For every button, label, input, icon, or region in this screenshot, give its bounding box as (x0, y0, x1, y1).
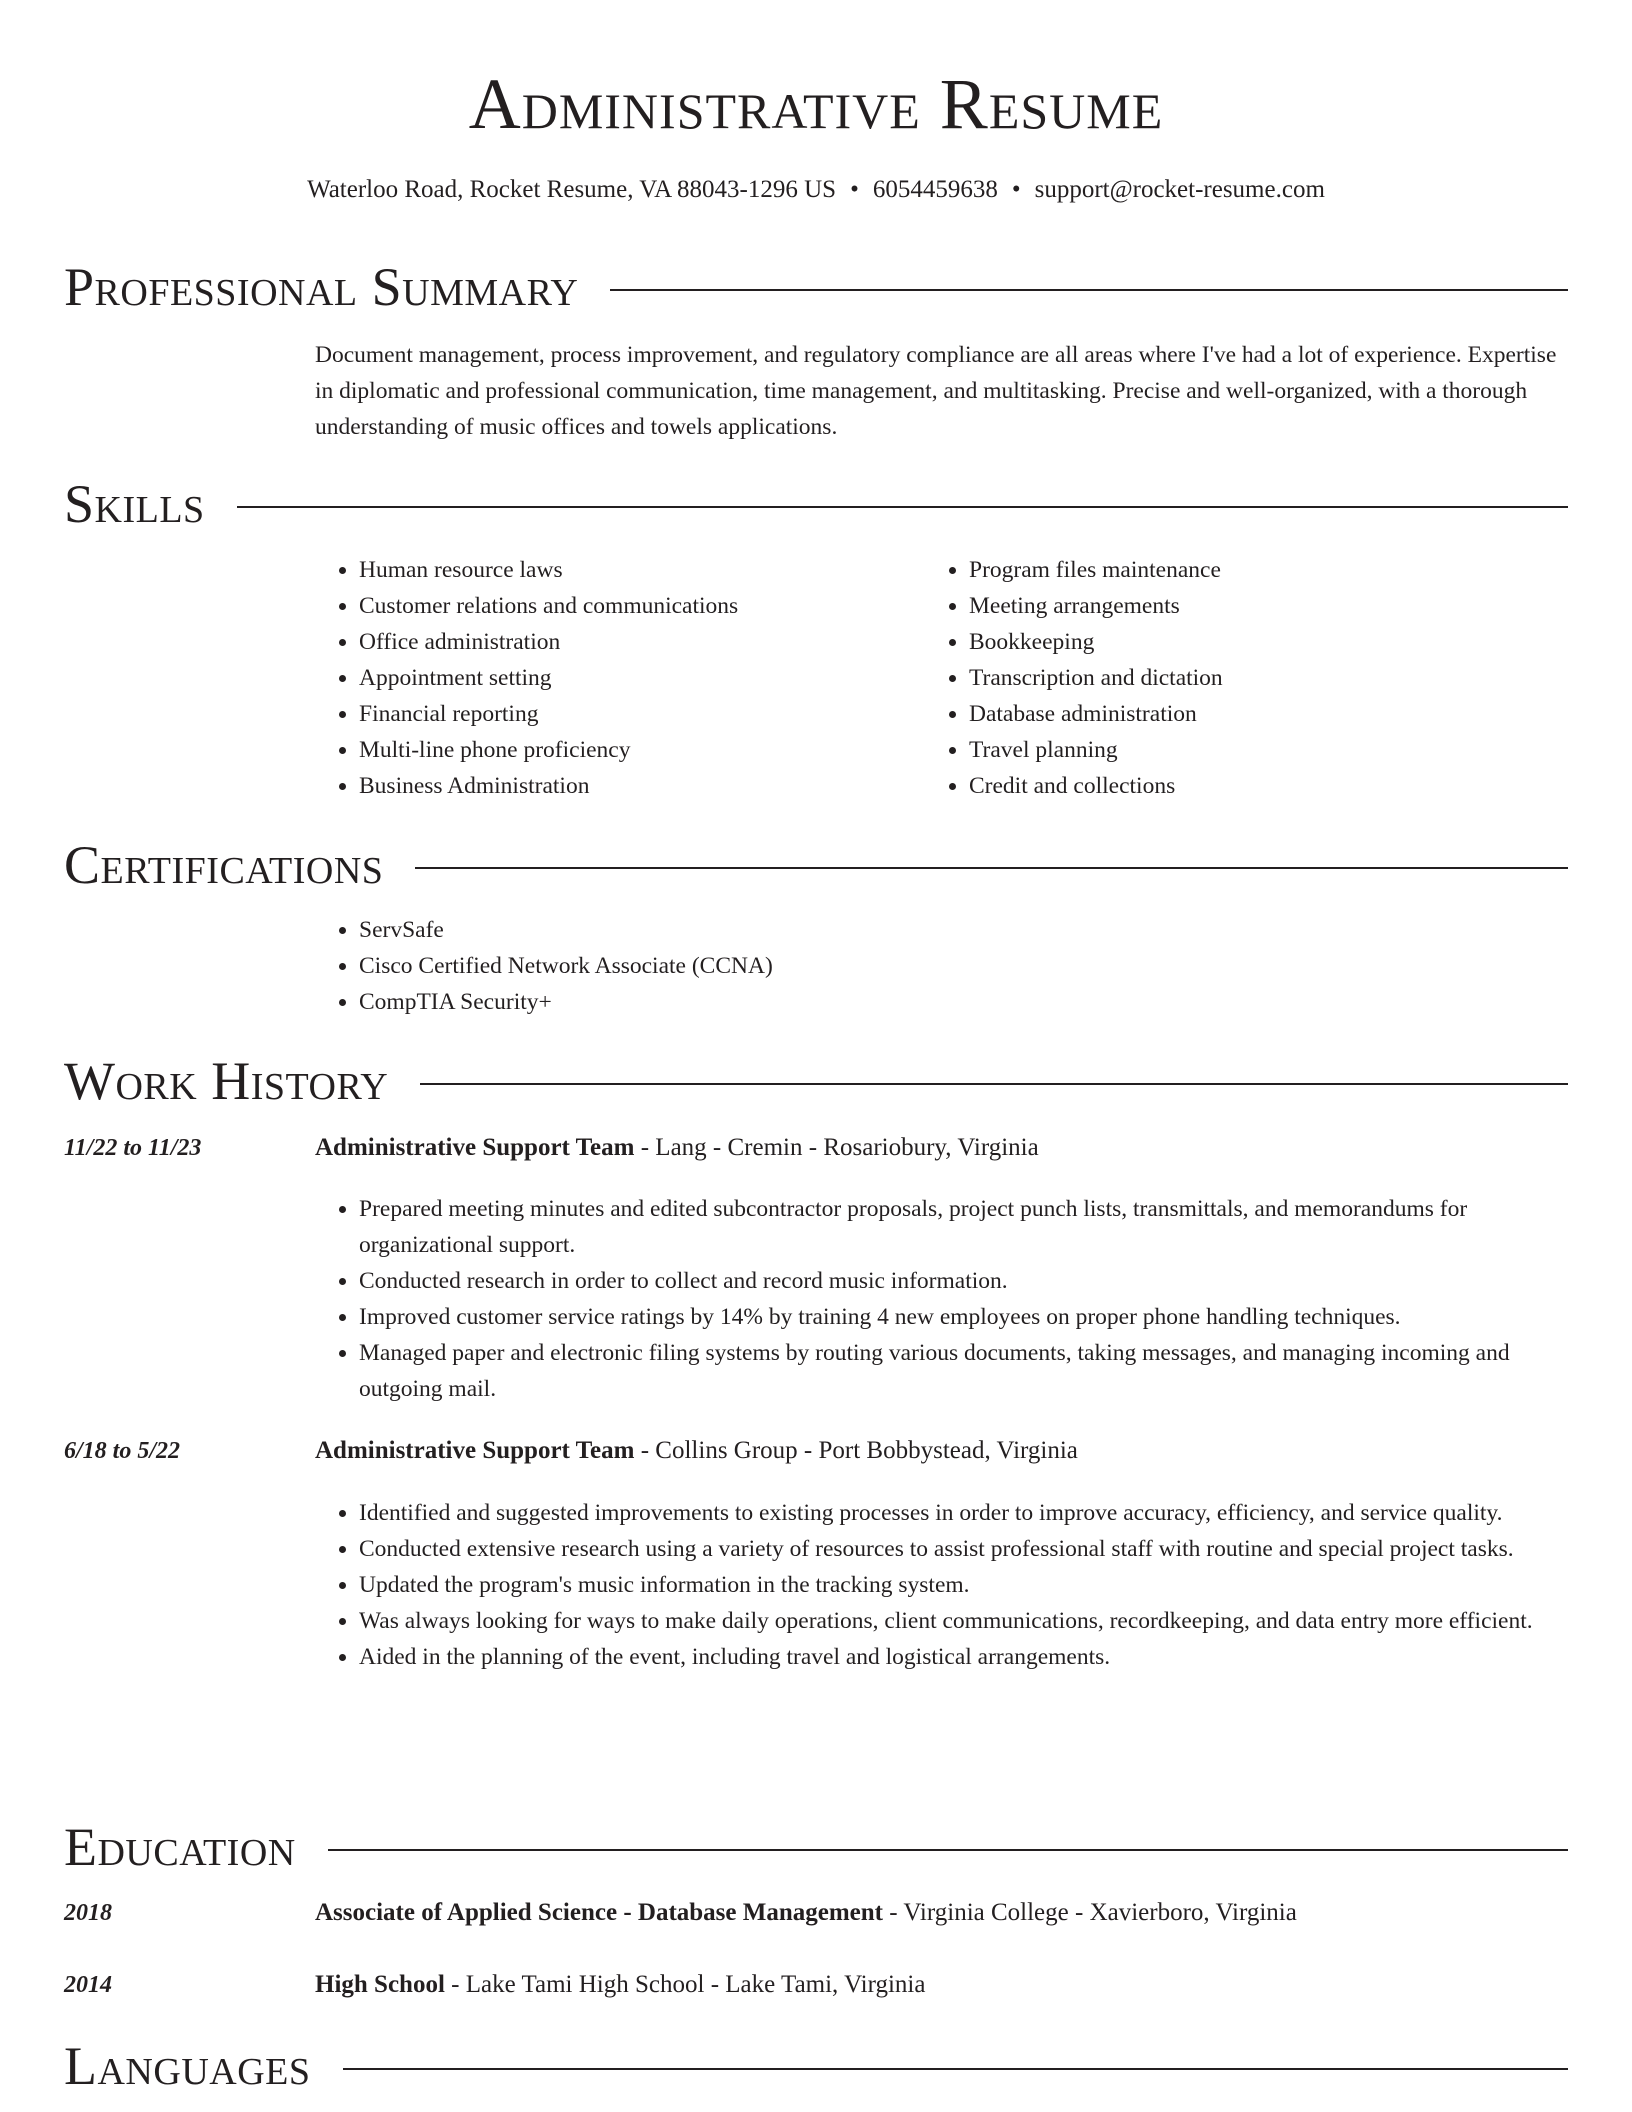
education-school: - Virginia College - Xavierboro, Virginia (883, 1899, 1297, 1926)
section-divider (415, 867, 1568, 869)
contact-separator: • (850, 176, 859, 203)
education-school: - Lake Tami High School - Lake Tami, Virginia (444, 1971, 926, 1998)
contact-line (0, 174, 1632, 206)
job-title-line (315, 1130, 1565, 1166)
job-duty-item: • Improved customer service ratings by 14% by training 4 new employees on proper phone handling techniques. (359, 1299, 1581, 1335)
skill-item: • Customer relations and communications (359, 588, 919, 624)
skill-item: • Appointment setting (359, 660, 919, 696)
skill-item: • Bookkeeping (969, 624, 1569, 660)
skills-list-right (925, 552, 1569, 804)
section-title: Professional Summary (64, 257, 579, 317)
section-title: Work History (64, 1051, 389, 1111)
section-title: Education (64, 1817, 296, 1877)
skill-item: • Database administration (969, 696, 1569, 732)
certification-item: • CompTIA Security+ (359, 984, 1609, 1020)
section-header-summary (64, 255, 1568, 319)
contact-address: Waterloo Road, Rocket Resume, VA 88043-1296 US (307, 176, 837, 203)
resume-title: Administrative Resume (468, 64, 1164, 144)
contact-separator: • (1011, 176, 1021, 203)
skill-item: • Business Administration (359, 768, 919, 804)
job-duty-item: • Updated the program's music information in the tracking system. (359, 1567, 1581, 1603)
skill-item: • Credit and collections (969, 768, 1569, 804)
education-line (315, 1895, 1565, 1931)
section-divider (420, 1083, 1568, 1085)
certification-item: • ServSafe (359, 912, 1609, 948)
section-title: Certifications (64, 835, 384, 895)
skill-item: • Program files maintenance (969, 552, 1569, 588)
skill-item: • Meeting arrangements (969, 588, 1569, 624)
job-duty-item: • Conducted extensive research using a variety of resources to assist professional staff with routine and special project tasks. (359, 1531, 1581, 1567)
job-duty-item: • Aided in the planning of the event, including travel and logistical arrangements. (359, 1639, 1581, 1675)
skill-item: • Human resource laws (359, 552, 919, 588)
job-role: Administrative Support Team (315, 1437, 635, 1464)
education-year: 2018 (64, 1900, 112, 1926)
education-year: 2014 (64, 1972, 112, 1998)
section-divider (343, 2068, 1569, 2070)
skills-list-left (315, 552, 919, 804)
section-header-languages (64, 2034, 1568, 2098)
certification-item: • Cisco Certified Network Associate (CCNA) (359, 948, 1609, 984)
job-employer: - Collins Group - Port Bobbystead, Virginia (634, 1437, 1078, 1464)
skill-item: • Transcription and dictation (969, 660, 1569, 696)
job-title-line (315, 1433, 1565, 1469)
section-divider (328, 1849, 1568, 1851)
skill-item: • Multi-line phone proficiency (359, 732, 919, 768)
contact-phone: 6054459638 (872, 176, 998, 203)
section-header-work-history (64, 1049, 1568, 1113)
section-divider (237, 506, 1568, 508)
job-employer: - Lang - Cremin - Rosariobury, Virginia (634, 1134, 1039, 1161)
job-duties-list (315, 1495, 1581, 1675)
section-header-skills (64, 472, 1568, 536)
certifications-list (315, 912, 1609, 1020)
section-divider (610, 289, 1568, 291)
education-degree: High School (315, 1971, 445, 1998)
education-degree: Associate of Applied Science - Database Management (315, 1899, 883, 1926)
job-duty-item: • Was always looking for ways to make daily operations, client communications, recordkeeping, and data entry more efficient. (359, 1603, 1581, 1639)
section-header-education (64, 1815, 1568, 1879)
job-role: Administrative Support Team (315, 1134, 635, 1161)
job-duty-item: • Managed paper and electronic filing systems by routing various documents, taking messages, and managing incoming and outgoing mail. (359, 1335, 1581, 1407)
skill-item: • Financial reporting (359, 696, 919, 732)
section-title: Languages (64, 2036, 311, 2096)
job-duties-list (315, 1191, 1581, 1407)
skill-item: • Office administration (359, 624, 919, 660)
job-duty-item: • Prepared meeting minutes and edited subcontractor proposals, project punch lists, transmittals, and memorandums for organizational support. (359, 1191, 1581, 1263)
skill-item: • Travel planning (969, 732, 1569, 768)
job-duty-item: • Identified and suggested improvements to existing processes in order to improve accuracy, efficiency, and service quality. (359, 1495, 1581, 1531)
job-dates: 6/18 to 5/22 (64, 1438, 181, 1464)
section-title: Skills (64, 474, 205, 534)
job-duty-item: • Conducted research in order to collect and record music information. (359, 1263, 1581, 1299)
summary-text: Document management, process improvement, and regulatory compliance are all areas where I've had a lot of experience. Expertise in diplomatic and professional communication, time management, and multitasking. Precise and well-organized, with a thorough understanding of music offices and towels applications. (315, 342, 1557, 440)
education-line (315, 1967, 1565, 2003)
section-header-certifications (64, 833, 1568, 897)
contact-email: support@rocket-resume.com (1034, 176, 1325, 203)
job-dates: 11/22 to 11/23 (64, 1135, 202, 1161)
